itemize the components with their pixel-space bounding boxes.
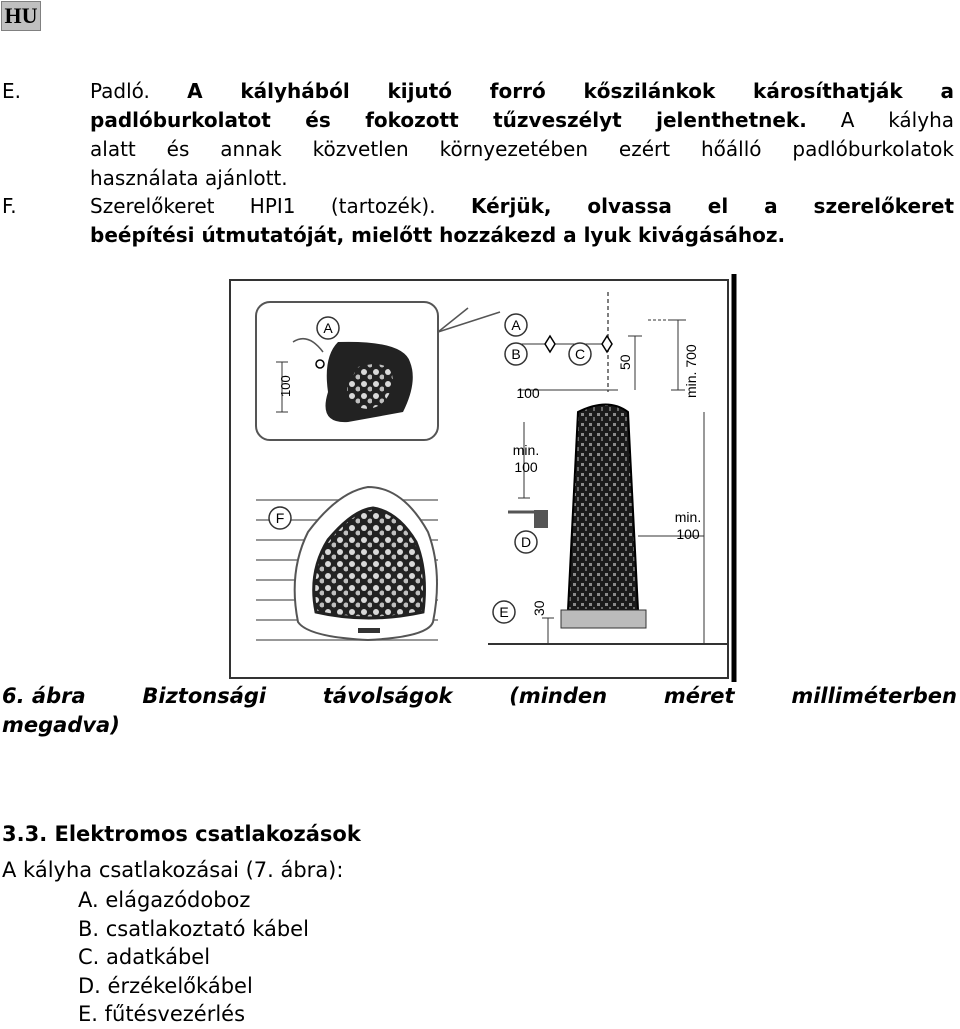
section-f-line2 — [90, 221, 954, 250]
label-a: A — [511, 317, 521, 333]
section-e-bold-b: padlóburkolatot és fokozott tűzveszélyt jelenthetnek. — [90, 108, 807, 132]
caption-word: (minden — [509, 684, 608, 708]
safety-distance-figure — [228, 272, 748, 684]
label-d: D — [520, 534, 532, 550]
caption-word: méret — [663, 684, 735, 708]
list-item: E. fűtésvezérlés — [78, 1002, 246, 1026]
frame-profile — [534, 510, 548, 528]
list-item: C. adatkábel — [78, 945, 211, 969]
dim-50: 50 — [617, 354, 633, 370]
figure-caption — [2, 682, 957, 740]
section-f-bold-a: Kérjük, olvassa el a szerelőkeret — [470, 194, 955, 218]
section-e-line1 — [90, 77, 954, 106]
section-e-label: Padló. — [90, 79, 150, 103]
list-item: B. csatlakoztató kábel — [78, 916, 309, 941]
connections-list — [78, 886, 309, 1029]
label-f: F — [275, 510, 285, 526]
dim-30: 30 — [531, 600, 547, 616]
section-intro: A kályha csatlakozásai (7. ábra): — [2, 858, 344, 882]
section-e — [0, 77, 960, 197]
label-a-inset: A — [323, 320, 333, 336]
section-e-line4: használata ajánlott. — [90, 166, 288, 190]
sensor-dot-a — [316, 360, 324, 368]
section-f-line1 — [90, 192, 954, 221]
section-e-rest-a: A kályha — [840, 108, 955, 132]
caption-word: Biztonsági — [142, 684, 267, 708]
label-e: E — [499, 604, 509, 620]
caption-word: távolságok — [322, 684, 453, 708]
dim-100-inset: 100 — [278, 375, 293, 397]
dim-min-100-right-a: min. — [674, 509, 702, 525]
section-f-letter: F. — [2, 194, 17, 218]
dim-100-side: 100 — [516, 385, 540, 401]
caption-line2: megadva) — [2, 713, 120, 737]
section-e-line2 — [90, 106, 954, 135]
label-b: B — [511, 346, 521, 362]
heater-side-view — [568, 405, 638, 611]
caption-word: milliméterben — [791, 684, 957, 708]
section-e-line3: alatt és annak közvetlen környezetében ezért hőálló padlóburkolatok — [90, 137, 954, 161]
section-f — [0, 192, 960, 254]
section-e-letter: E. — [2, 79, 21, 103]
list-item: D. érzékelőkábel — [78, 973, 253, 998]
section-heading: 3.3. Elektromos csatlakozások — [2, 822, 361, 846]
section-e-bold-a: A kályhából kijutó forró kőszilánkok károsíthatják a — [187, 79, 954, 103]
list-item: A. elágazódoboz — [78, 888, 251, 912]
dim-min-700: min. 700 — [683, 344, 699, 398]
dim-min-100-right-b: 100 — [676, 526, 700, 542]
section-f-label: Szerelőkeret HPI1 (tartozék). — [90, 194, 436, 218]
label-c: C — [574, 346, 586, 362]
caption-line1 — [2, 682, 957, 711]
caption-word: 6. ábra — [2, 684, 86, 708]
dim-min-100-top-b: 100 — [514, 459, 538, 475]
dim-min-100-top-a: min. — [512, 442, 540, 458]
language-badge: HU — [1, 1, 41, 31]
section-f-bold-b: beépítési útmutatóját, mielőtt hozzákezd a lyuk kivágásához. — [90, 223, 786, 247]
